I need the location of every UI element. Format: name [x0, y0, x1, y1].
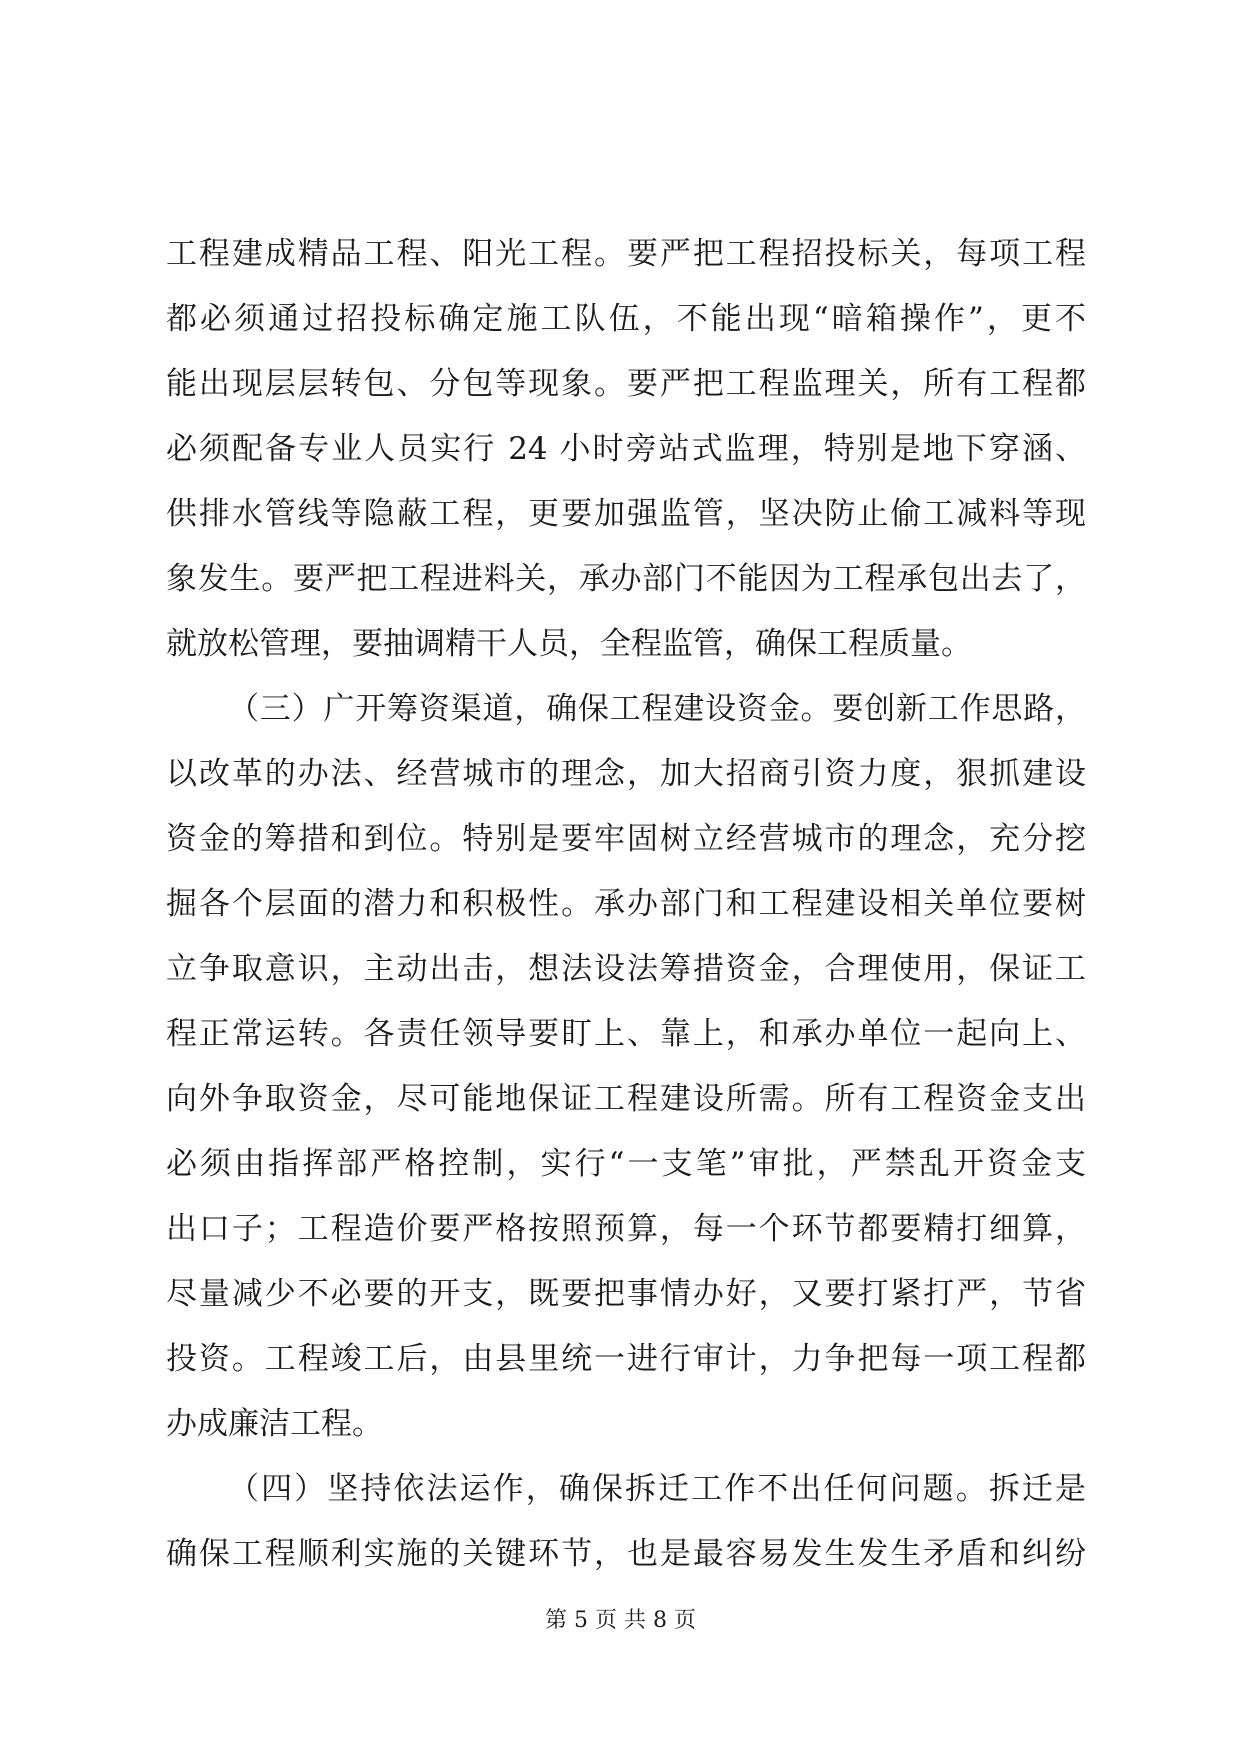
text-line: 能出现层层转包、分包等现象。要严把工程监理关，所有工程都	[166, 366, 1086, 402]
paragraph-heading-3: （三）广开筹资渠道，确保工程建设资金。要创新工作思路，	[228, 691, 1086, 727]
text-line: 必须由指挥部严格控制，实行“一支笔”审批，严禁乱开资金支	[166, 1146, 1086, 1182]
text-line: 就放松管理，要抽调精干人员，全程监管，确保工程质量。	[166, 626, 972, 662]
text-line: 都必须通过招投标确定施工队伍，不能出现“暗箱操作”，更不	[166, 301, 1086, 337]
text-line: 工程建成精品工程、阳光工程。要严把工程招投标关，每项工程	[166, 236, 1086, 272]
text-line: 象发生。要严把工程进料关，承办部门不能因为工程承包出去了，	[166, 561, 1086, 597]
text-line: 办成廉洁工程。	[166, 1406, 383, 1442]
body-text	[166, 231, 1086, 1596]
text-line: 程正常运转。各责任领导要盯上、靠上，和承办单位一起向上、	[166, 1016, 1086, 1052]
text-line: 尽量减少不必要的开支，既要把事情办好，又要打紧打严，节省	[166, 1276, 1086, 1312]
paragraph-heading-4: （四）坚持依法运作，确保拆迁工作不出任何问题。拆迁是	[228, 1471, 1086, 1507]
text-line: 立争取意识，主动出击，想法设法筹措资金，合理使用，保证工	[166, 951, 1086, 987]
text-line: 向外争取资金，尽可能地保证工程建设所需。所有工程资金支出	[166, 1081, 1086, 1117]
text-line: 投资。工程竣工后，由县里统一进行审计，力争把每一项工程都	[166, 1341, 1086, 1377]
text-line: 掘各个层面的潜力和积极性。承办部门和工程建设相关单位要树	[166, 886, 1086, 922]
text-line: 供排水管线等隐蔽工程，更要加强监管，坚决防止偷工减料等现	[166, 496, 1086, 532]
text-line: 以改革的办法、经营城市的理念，加大招商引资力度，狠抓建设	[166, 756, 1086, 792]
text-line: 确保工程顺利实施的关键环节，也是最容易发生发生矛盾和纠纷	[166, 1536, 1086, 1572]
text-line: 资金的筹措和到位。特别是要牢固树立经营城市的理念，充分挖	[166, 821, 1086, 857]
text-line: 必须配备专业人员实行 24 小时旁站式监理，特别是地下穿涵、	[166, 431, 1086, 467]
text-line: 出口子；工程造价要严格按照预算，每一个环节都要精打细算，	[166, 1211, 1086, 1247]
page-number-footer: 第 5 页 共 8 页	[545, 1608, 696, 1633]
